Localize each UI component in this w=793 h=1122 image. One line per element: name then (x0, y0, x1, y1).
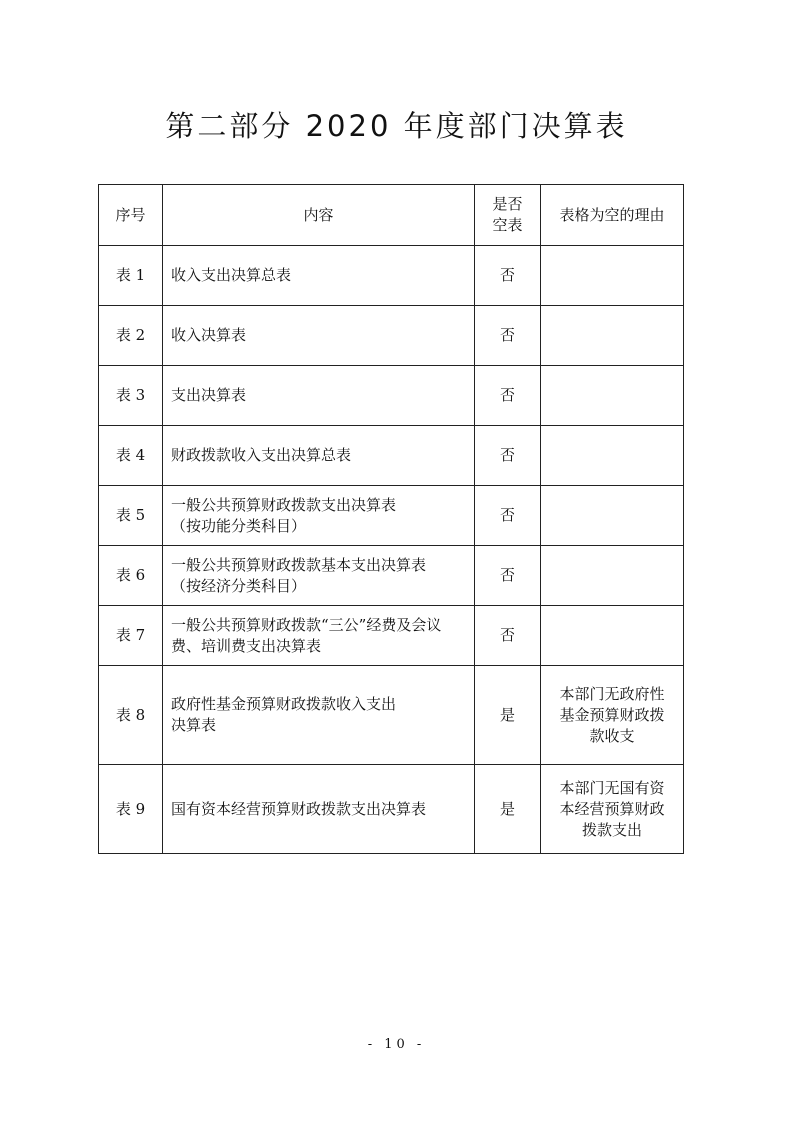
row-index: 表 3 (99, 366, 163, 426)
header-index: 序号 (99, 185, 163, 246)
table-body (99, 246, 684, 854)
row-index: 表 4 (99, 426, 163, 486)
row-content-line: 一般公共预算财政拨款基本支出决算表 (171, 555, 427, 574)
row-reason-line: 拨款支出 (581, 820, 642, 839)
row-content (163, 306, 475, 366)
table-row (99, 246, 684, 306)
table-row (99, 486, 684, 546)
row-empty-flag: 否 (475, 306, 541, 366)
row-content (163, 426, 475, 486)
row-content-line: 政府性基金预算财政拨款收入支出 (171, 695, 397, 713)
row-reason-line: 本经营预算财政 (559, 799, 665, 818)
header-content: 内容 (163, 185, 475, 246)
row-content-line: 一般公共预算财政拨款“三公”经费及会议 (171, 615, 442, 634)
row-content (163, 666, 475, 765)
row-empty-reason (541, 306, 684, 366)
row-empty-reason (541, 666, 684, 765)
row-content-line: 国有资本经营预算财政拨款支出决算表 (171, 799, 427, 818)
row-content-line: 财政拨款收入支出决算总表 (171, 446, 352, 464)
row-content (163, 546, 475, 606)
row-empty-flag: 是 (475, 666, 541, 765)
row-empty-reason (541, 765, 684, 854)
table-row (99, 765, 684, 854)
row-index: 表 1 (99, 246, 163, 306)
row-empty-reason (541, 366, 684, 426)
row-content (163, 606, 475, 666)
row-empty-reason (541, 606, 684, 666)
row-empty-flag: 否 (475, 426, 541, 486)
row-empty-flag: 否 (475, 246, 541, 306)
report-table (98, 184, 684, 854)
header-empty-line2: 空表 (492, 216, 523, 234)
row-empty-flag: 否 (475, 486, 541, 546)
row-empty-reason (541, 426, 684, 486)
row-empty-flag: 否 (475, 546, 541, 606)
row-content (163, 486, 475, 546)
row-content-line: 收入决算表 (171, 326, 247, 344)
row-content-line: 收入支出决算总表 (171, 266, 292, 284)
page-number: - 10 - (367, 1037, 426, 1052)
row-index: 表 5 (99, 486, 163, 546)
table-row (99, 606, 684, 666)
row-reason-line: 款收支 (589, 726, 635, 745)
row-empty-reason (541, 486, 684, 546)
row-reason-line: 本部门无政府性 (559, 684, 665, 703)
table-row (99, 546, 684, 606)
row-empty-reason (541, 246, 684, 306)
row-reason-line: 本部门无国有资 (559, 778, 665, 797)
table-row (99, 666, 684, 765)
table-row (99, 366, 684, 426)
header-reason: 表格为空的理由 (541, 185, 684, 246)
row-content-line: 支出决算表 (171, 386, 247, 404)
row-index: 表 7 (99, 606, 163, 666)
row-content-line: 一般公共预算财政拨款支出决算表 (171, 495, 397, 514)
row-empty-flag: 否 (475, 366, 541, 426)
row-index: 表 6 (99, 546, 163, 606)
row-content (163, 246, 475, 306)
row-content-line: 决算表 (171, 716, 217, 734)
header-empty (475, 185, 541, 246)
header-empty-line1: 是否 (492, 195, 523, 213)
page-title: 第二部分 2020 年度部门决算表 (165, 109, 628, 143)
row-content-line: 费、培训费支出决算表 (171, 636, 322, 655)
row-reason-line: 基金预算财政拨 (559, 705, 665, 724)
row-index: 表 2 (99, 306, 163, 366)
table-row (99, 306, 684, 366)
row-content-line: （按经济分类科目） (171, 576, 307, 595)
row-index: 表 8 (99, 666, 163, 765)
row-content (163, 765, 475, 854)
table-row (99, 426, 684, 486)
row-empty-flag: 是 (475, 765, 541, 854)
row-index: 表 9 (99, 765, 163, 854)
row-empty-flag: 否 (475, 606, 541, 666)
row-content (163, 366, 475, 426)
row-content-line: （按功能分类科目） (171, 516, 307, 535)
row-empty-reason (541, 546, 684, 606)
